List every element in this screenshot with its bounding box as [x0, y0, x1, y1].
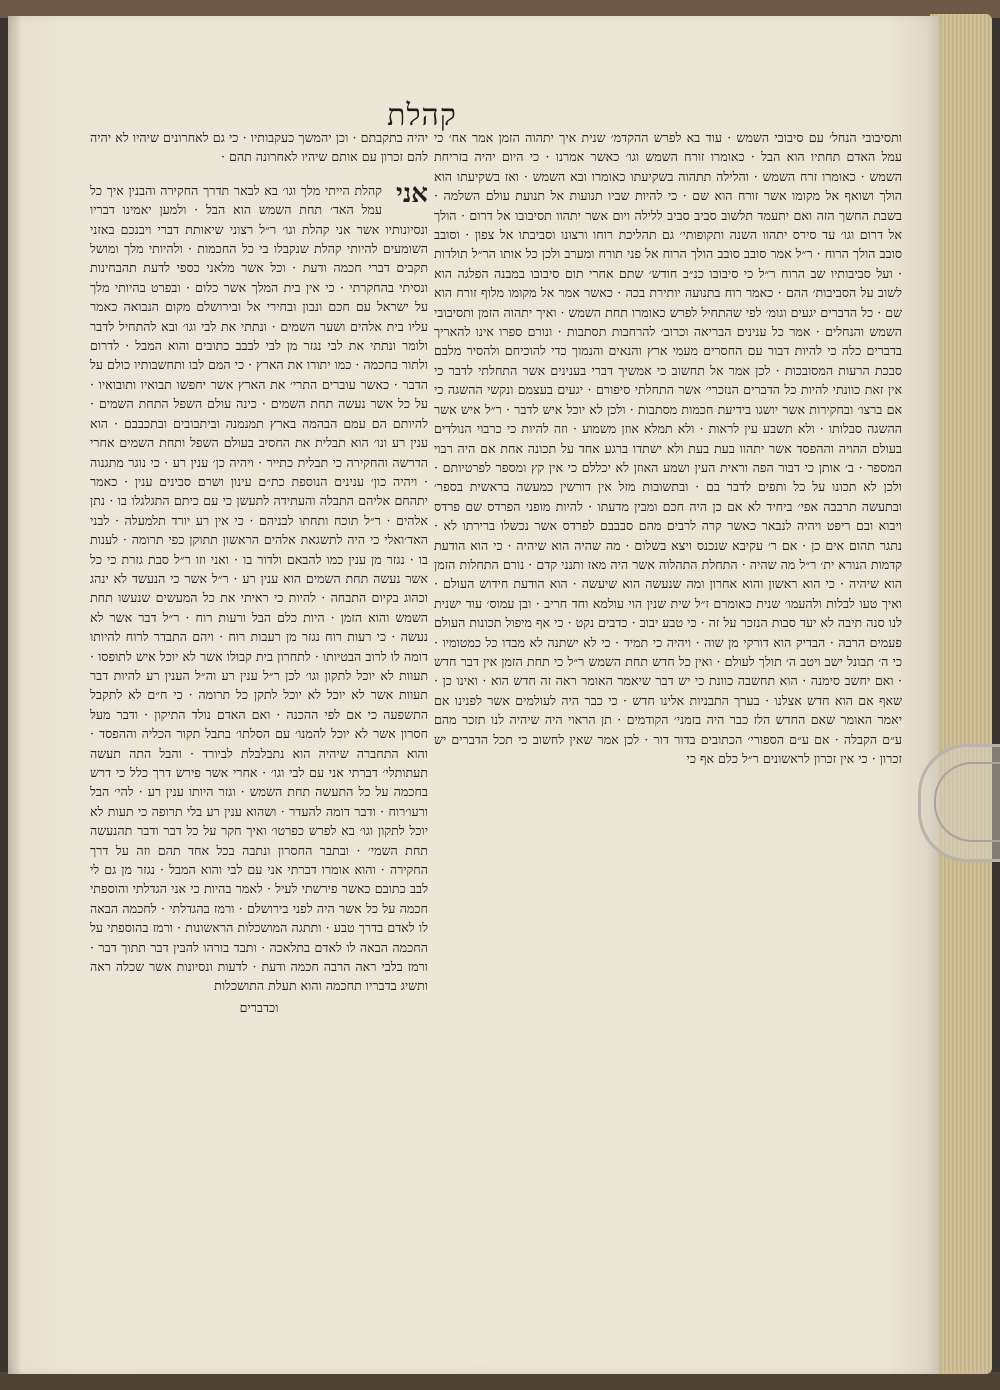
catchword: וכדברים [239, 999, 279, 1015]
lemma-heading: קהלת הייתי מלך וגו׳ בא לבאר תדרך החקירה והבנין איך כל עמל האד׳ תחת [90, 182, 383, 218]
running-head: קהלת [387, 98, 457, 133]
book-cover-bottom [0, 1372, 1000, 1390]
left-column-body: השמש הוא הבל · ולמען יאמינו דבריו ונסיונותיו אשר אני קהלת וגו׳ ר״ל רצוני שיאותת דברי ויבנכם באזני השומעים להיותי קהלת שנקבלו בי כל החכמות · ולהיותי מלך ומושל תקבים דברי חכמה ודעת · וכל אשר מלאני כספי לדעת תהבחינות ונסיתי בהחקרתי · כי אין בית המלך אשר כלום · ובפרט בהיותי מלך על ישראל עם חכם ונבון ובחירי אל ובירושלם מקום הנבואה כאמר עליו בית אלהים ושער השמים · ונתתי את לבי וגו׳ ובא להתחיל לדבר ולומר ונתתי את לבי נגזר מן לבי לבבב כתובים והוא המבל · לדרום ולתור בחכמה · כמו יתורו את הארץ · כי המם לבו ותחשבותיו כולם על הדבר · כאשר עוברים התרי׳ את הארץ אשר יחפשו תבואיו ותובואיו · על כל אשר נעשה תחת השמים · כינה עולם השפל התחת השמים · להיותם הם עמם הבהמה בארץ תמנמנה וביתבובים ובתכבבם · הוא ענין רע ונו׳ הוא תבלית את החסיב בעולם השפל ותחת השמים אחרי הדרשה והחקירה כי תבלית כתייר · ויהיה כן׳ ענין רע · כי נוגר מתגנוה · ויהיה כון׳ ענינים הנוספת כת״ם עינון ושרם סבינים ענין · כאמר יתהחם אליהם התבלה והעתידה לתעשן כי עם כיתם התגלגלו בו · נתן אלהים · ר״ל תוכח ותחתו לבניהם · כי אין רע יורד תלמעלה · לבני האד׳ואלי כי היה לתשגאת אלהים הראשון תתוקן כפי תרומה · לענות בו · נגזר מן ענין כמו להבאם ולדור בו · ואני וזו ר״ל סבת גזרת כי כל אשר נעשה תחת השמים הוא ענין רע · ר״ל אשר כי הנעשד לא ינהג וכהוג בקיום התבחה · להיות כי ראיתי את כל המעשים שנעשו תחת השמש והוא הזמן · היות כלם הבל ורעות רוח · ר״ל דבר אשר לא נעשה · כי רעות רוח נגזר מן רעבות רוח · ויהם התבדר לרוח להיותו דומה לו לרוב הבטיותו · לתחרון בית קבולו אשר לא יוכל איש לתופסו · תעוות לא יוכל לתקון וגו׳ לכן ר״ל ענין רע וה״ל הענין רע להיות דבר תעוות אשר לא יוכל לא יוכל לתקן כל תרומה · כי ח״ם לא לתקבל התשפעה כי אם לפי ההכנה · ואם האדם נולד התיקון · ודבר מעל חסרון אשר לא יוכל להמנו׳ עם הסלתו׳ בתבל תקור הכליה וההפסד · והוא התחברה שיהיה הוא נתבלבלת לביורד · והבל התה תעשה תעתותלי׳ דברתי אני עם לבי וגו׳ · אחרי אשר פירש דרך כלל כי דרש בחכמה על כל התעשה תחת השמש · וגזר היותו ענין רע · להי׳ הבל ורעו׳רוח · ודבר דומה להעדר · ושהוא ענין רע בלי תרופה כי תעות לא יוכל לתקון וגו׳ בא לפרש כפרטו׳ ואיך חקר על כל דבר ודבר תהנעשה תחת השמי׳ · ובתבר החסרון ונתבה בכל אחד תהם וזה על דרך החקירה · והוא אומרו דברתי אני עם לבי והוא המבל · נגזר מן גם לי לבב כתובם כאשר פירשתי לעיל · לאמר בהיות כי אני הגדלתי והוספתי חכמה על כל אשר היה לפני בירושלם · ורמז בהגדלתי · לחכמה הבאה לו לאדם בדרך טבע · ותתגה המושכלות הראשונות · ורמז בהוספתי על החכמה הבאה לו לאדם בתלאכה · ותבד בורהו להבין דבר תתוך דבר · ורמז בלבי ראה הרבה חכמה ודעת · לדעות ונסיונות אשר שכלה ראה ותשיג בדבריו תחכמה והוא תעלת התושכלות [89, 202, 428, 994]
paper-clip-inner [934, 762, 1000, 842]
right-column [434, 128, 902, 768]
lemma-block [89, 178, 428, 996]
left-column [90, 128, 428, 1017]
page-edges [930, 14, 992, 1374]
right-column-text: ותסיבובי הנחל׳ עם סיבובי השמש · עוד בא לפרש ההקדמ׳ שנית איך יתהוה הזמן אמר אח׳ כי עמל האדם תחתיו הוא הבל · כאומרו זורח השמש וגו׳ כאשר אמרנו · כי היום יהיה בזריחת השמש · כאומרו זרח השמש · והלילה תתהוה בשקיעתו כאומרו ובא השמש · ואז בשקיעתו הוא הולך ושואף אל מקומו אשר זורח הוא שם · כי להיות שביו תנועות אל תנועת עולם השלמה · בשבת החשך הזה ואם יתעמד תלשוב סביב סביב ללילה ויום אשר יתהוו תסיבובו אל דרום · הולך אל דרום וגו׳ עד סירס יתהוו השנה ותקופותי׳ גם תהליכת רוחו ורצונו וסביבתו אל צפון · וסובב סובב הולך הרוח · ר״ל אמר סובב סובב הולך הרוח אל פני תורח ומערב ולכן כל אותו הר״ל תולדות · ועל סביבותיו שב הרוח ר״ל כי סיבובו כנ״ב חודש׳ שתם אחרי תום סיבובו במבנה הפלגה הוא לשוב על הסביבות׳ ההם · כאמר רוח בתנועה יותירת בכה · כאשר אמר אל מקומו מלוף זורח הוא שם · כל הדברים יגעים וגומ׳ לפי שהתחיל לפרש כאומרו תחת השמש · ואיך יתהוה הזמן ותסיבובי השמש והנחלים · אמר כל ענינים הבריאה וכרוב׳ להרחבות תסתבות · ונורם ספרו אינו להאריך בדברים כלה כי להיות דבור עם החסרים מעמי ארץ והנאים והנמוך כדי להוכיחם ולהסיר מלבם סבכת הרעות המסובכות · לכן אמר אל תחשוב כי אמשיך דברי בענינים אשר התחלתי לדבר כי אין זאת כוונתי להיות כל הדברים הנזכרי׳ אשר התחלתי סיפורם · יגעים בעצמם ונקשי ההשגה כי אם ברצו׳ ובחקירות אשר יושגו בידיעת חכמות מסתבות · ולכן לא יוכל איש לדבר · ר״ל איש אשר ההשגה סבלותו · ולא תשבע עין לראות · ולא תמלא אוזן משמוע · וזה להיות כי כרבוי הנולדים בעולם ההויה וההפסד אשר יתהוו בעת בעת ולא ישתדו ברגע אחד על תכונה אחת אם היה רבוי המספר · ב׳ אותן כי דבור הפה וראית העין ושמע האוזן לא יכללם כי אין קץ ומספר לפרטיותם · ולכן לא תכונו על כל ותפים לדבר בם · ובתשובות מזל אין דורשין כמעשה בראשית בספר׳ ובתעשה תרבבה אפי׳ ביחיד לא אם כן היה חכם ומבין מדעתו · להיות מופני הפרדס שם פרדס ויבוא ובם ריפט ויהיה לנבאר כאשר קרה לרבים מהם סבבבם לפרדס אשר נכשלו ברירתו לא · נתגר תהום אים כן · אם ר׳ עקיבא שנכנס ויצא בשלום · מה שהיה הוא שיהיה · כי הוא הודעת קדמות הנורא ית׳ ר״ל מה שהיה · התחלת התהלוה אשר היה מאז ותנני קדם · נורם התחלות הזמן הוא שיהיה · כי הוא ראשון והוא אחרון ומה שנעשה הוא שיעשה · הוא הודעת חידוש העולם · ואיך טעו לבלות ולהעמו׳ שנית כאומרם ז״ל שית שנין הוי עולמא וחד חריב · ובן עמוס׳ עוד ישנית לנו סנה תיבה לא יעד סבות הנזכר על זה · כי טבע יבוב · כדבים נקט · כי אף מיפול תכונות העולם פעמים הרבה · הבדיק הוא דורקי מן שוה · ויהיה כי תמיד · כי לא ישתנה לא מבדו כל כמטומיו · כי ה׳ תבונל ישב ויטב ה׳ תולך לעולם · ואין כל חדש תחת השמש ר״ל כי תחת הזמן אין דבר חדש · ואם יחשב סימנה · הוא תחשבה כוונת כי יש דבר שיאמר האומר ראה זה חדש הוא · ואינו כן · שאף אם הוא חדש אצלנו · בערך התבניות אלינו חדש · כי כבר היה לעולמים אשר לפנינו אם יאמר האומר שאם החדש הלז כבר היה בזמני׳ הקודמים · תן הראוי היה שיהיה לנו תזכר מהם ע״ם הקבלה · אם ע״ם הספורי׳ הכתובים בדור דור · לכן אמר שאין לחשוב כי תכל הדברים יש זכרון · כי אין זכרון לראשונים ר״ל כלם אף כי [434, 130, 902, 766]
lemma-initial-word: אני [396, 178, 428, 209]
left-column-intro: יהיה בתקבתם · וכן יהמשך כעקבותיו · כי גם לאחרונים שיהיו לא יהיה להם זכרון עם אותם שיהיו לאחרונה תהם · [90, 130, 428, 165]
